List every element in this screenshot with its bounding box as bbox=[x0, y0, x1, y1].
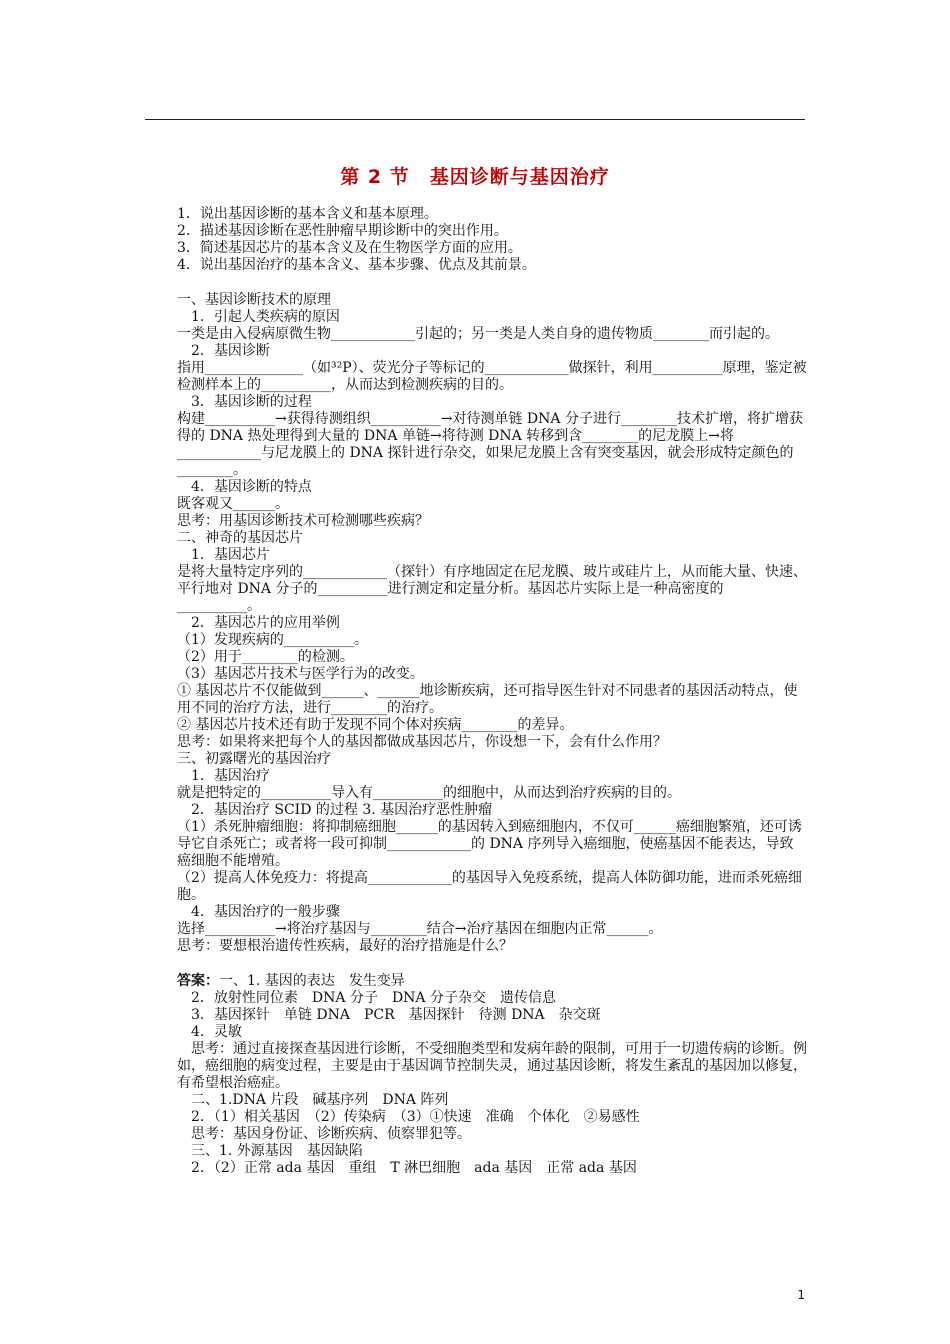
objective-item: 4．说出基因治疗的基本含义、基本步骤、优点及其前景。 bbox=[177, 257, 536, 273]
paragraph: ① 基因芯片不仅能做到______、______地诊断疾病，还可指导医生针对不同患者的基因活动特点，使用不同的治疗方法，进行________的治疗。 bbox=[177, 683, 798, 716]
answer-line: 三、1. 外源基因 基因缺陷 bbox=[191, 1143, 363, 1159]
subheading: 2．基因芯片的应用举例 bbox=[191, 615, 340, 631]
paragraph: 指用______________（如³²P）、荧光分子等标记的____________做探针，利用__________原理，鉴定被检测样本上的__________，从而达到检测疾病的目的。 bbox=[177, 360, 807, 393]
answers bbox=[177, 973, 807, 1177]
paragraph: （3）基因芯片技术与医学行为的改变。 bbox=[177, 666, 424, 682]
answer-line: 4．灵敏 bbox=[191, 1024, 242, 1040]
answer-line: 思考：基因身份证、诊断疾病、侦察罪犯等。 bbox=[191, 1126, 471, 1142]
answer-text: 一、1. 基因的表达 发生变异 bbox=[219, 973, 405, 989]
section-heading: 二、神奇的基因芯片 bbox=[177, 530, 303, 546]
paragraph: ② 基因芯片技术还有助于发现不同个体对疾病________的差异。 bbox=[177, 717, 574, 733]
paragraph: 就是把特定的__________导入有__________的细胞中，从而达到治疗疾病的目的。 bbox=[177, 785, 681, 801]
header-rule bbox=[145, 119, 805, 120]
paragraph: （2）提高人体免疫力：将提高____________的基因导入免疫系统，提高人体防御功能，进而杀死癌细胞。 bbox=[177, 870, 802, 903]
answers-label: 答案： bbox=[177, 973, 219, 989]
objective-item: 3．简述基因芯片的基本含义及在生物医学方面的应用。 bbox=[177, 240, 522, 256]
question: 思考：如果将来把每个人的基因都做成基因芯片，你设想一下，会有什么作用？ bbox=[177, 734, 667, 750]
subheading: 4．基因诊断的特点 bbox=[191, 479, 312, 495]
answer-line: 二、1.DNA 片段 碱基序列 DNA 阵列 bbox=[191, 1092, 449, 1108]
paragraph: （1）杀死肿瘤细胞：将抑制癌细胞______的基因转入到癌细胞内，不仅可______癌细胞繁殖，还可诱导它自杀死亡；或者将一段可抑制____________的 DNA 序列导入癌细胞，使癌基因不能表达，导致癌细胞不能增殖。 bbox=[177, 819, 802, 869]
page-title: 第 2 节 基因诊断与基因治疗 bbox=[340, 166, 610, 188]
paragraph: （2）用于________的检测。 bbox=[177, 649, 354, 665]
objective-item: 1．说出基因诊断的基本含义和基本原理。 bbox=[177, 206, 438, 222]
answer-line: 2．（2）正常 ada 基因 重组 T 淋巴细胞 ada 基因 正常 ada 基因 bbox=[191, 1160, 637, 1176]
paragraph: 构建__________→获得待测组织__________→对待测单链 DNA 分子进行________技术扩增，将扩增获得的 DNA 热处理得到大量的 DNA 单链→将待测 DNA 转移到含________的尼龙膜上→将____________与尼龙膜上的 DNA 探针进行杂交，如果尼龙膜上含有突变基因，就会形成特定颜色的________。 bbox=[177, 411, 803, 478]
paragraph: 既客观又______。 bbox=[177, 496, 289, 512]
section-heading: 一、基因诊断技术的原理 bbox=[177, 292, 331, 308]
objectives bbox=[177, 206, 807, 274]
page-number: 1 bbox=[797, 1288, 805, 1302]
subheading: 1．基因芯片 bbox=[191, 547, 270, 563]
answer-line: 思考：通过直接探查基因进行诊断，不受细胞类型和发病年龄的限制，可用于一切遗传病的诊断。例如，癌细胞的病变过程，主要是由于基因调节控制失灵，通过基因诊断，将发生紊乱的基因加以修复，有希望根治癌症。 bbox=[177, 1041, 807, 1091]
document-content bbox=[177, 206, 807, 1177]
answer-line bbox=[177, 973, 807, 990]
paragraph: 选择__________→将治疗基因与________结合→治疗基因在细胞内正常______。 bbox=[177, 921, 663, 937]
worksheet-body bbox=[177, 292, 807, 955]
subheading: 2．基因治疗 SCID 的过程 3. 基因治疗恶性肿瘤 bbox=[191, 802, 493, 818]
answer-line: 2．（1）相关基因 （2）传染病 （3）①快速 准确 个体化 ②易感性 bbox=[191, 1109, 640, 1125]
answer-line: 3．基因探针 单链 DNA PCR 基因探针 待测 DNA 杂交斑 bbox=[191, 1007, 601, 1023]
subheading: 4．基因治疗的一般步骤 bbox=[191, 904, 340, 920]
subheading: 2．基因诊断 bbox=[191, 343, 270, 359]
question: 思考：用基因诊断技术可检测哪些疾病？ bbox=[177, 513, 429, 529]
paragraph: 是将大量特定序列的____________（探针）有序地固定在尼龙膜、玻片或硅片上，从而能大量、快速、平行地对 DNA 分子的__________进行测定和定量分析。基因芯片实际上是一种高密度的__________。 bbox=[177, 564, 807, 614]
objective-item: 2．描述基因诊断在恶性肿瘤早期诊断中的突出作用。 bbox=[177, 223, 508, 239]
subheading: 3．基因诊断的过程 bbox=[191, 394, 312, 410]
answer-line: 2．放射性同位素 DNA 分子 DNA 分子杂交 遗传信息 bbox=[191, 990, 556, 1006]
subheading: 1．基因治疗 bbox=[191, 768, 270, 784]
question: 思考：要想根治遗传性疾病，最好的治疗措施是什么？ bbox=[177, 938, 513, 954]
paragraph: 一类是由入侵病原微生物____________引起的；另一类是人类自身的遗传物质________而引起的。 bbox=[177, 326, 779, 342]
subheading: 1．引起人类疾病的原因 bbox=[191, 309, 340, 325]
paragraph: （1）发现疾病的__________。 bbox=[177, 632, 368, 648]
section-heading: 三、初露曙光的基因治疗 bbox=[177, 751, 331, 767]
